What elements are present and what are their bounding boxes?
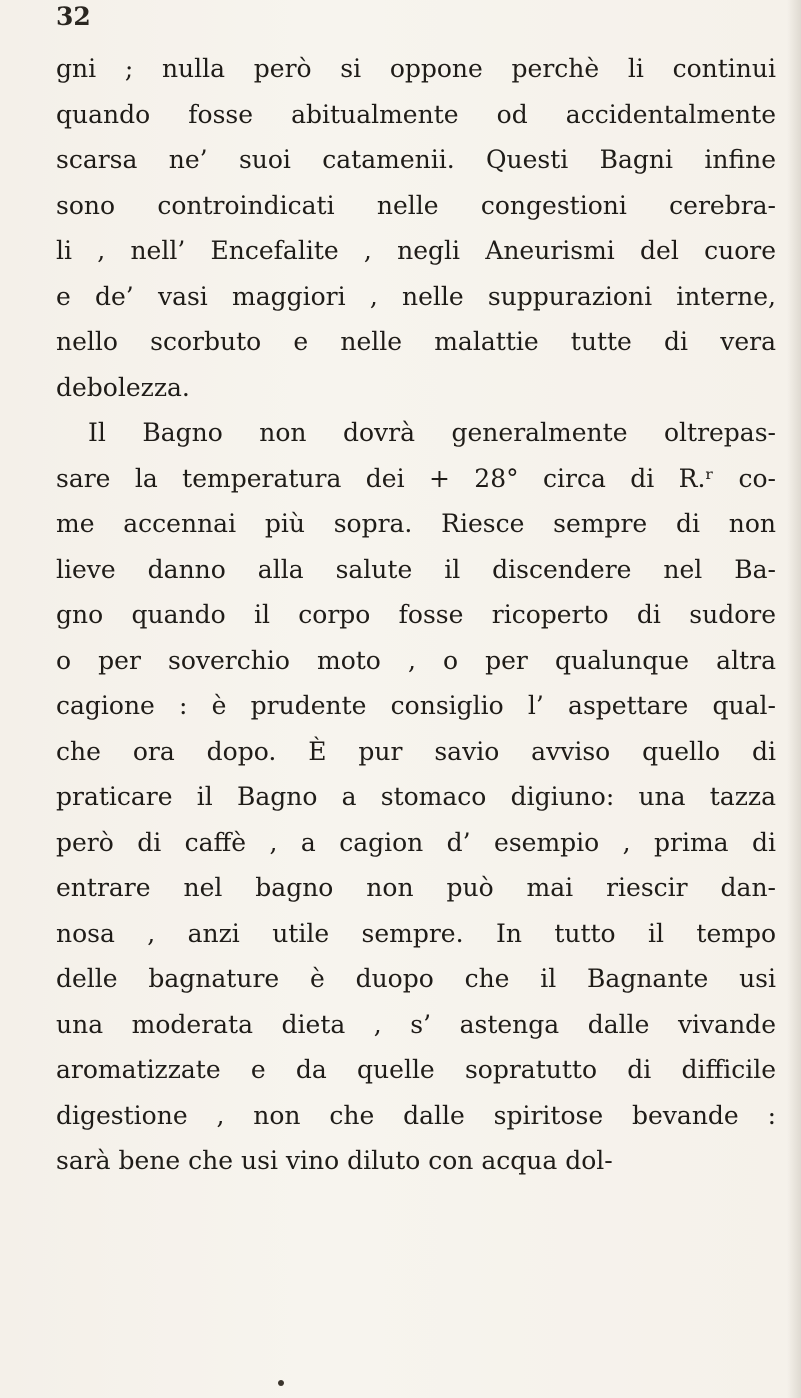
text-line: lieve danno alla salute il discendere nel Ba- xyxy=(56,554,776,584)
text-line: debolezza. xyxy=(56,372,190,402)
text-line: me accennai più sopra. Riesce sempre di non xyxy=(56,509,776,538)
text-line: gno quando il corpo fosse ricoperto di sudore xyxy=(56,600,776,629)
text-line: nello scorbuto e nelle malattie tutte di vera xyxy=(56,327,776,356)
text-line: sarà bene che usi vino diluto con acqua dol- xyxy=(56,1146,613,1175)
text-line: una moderata dieta , s’ astenga dalle vivande xyxy=(56,1009,776,1039)
text-line: aromatizzate e da quelle sopratutto di difficile xyxy=(56,1055,776,1084)
text-line: delle bagnature è duopo che il Bagnante usi xyxy=(56,964,776,993)
text-line: e de’ vasi maggiori , nelle suppurazioni interne, xyxy=(56,281,776,311)
text-line: sono controindicati nelle congestioni cerebra- xyxy=(56,190,776,220)
ink-speck xyxy=(278,1380,284,1386)
text-line: sare la temperatura dei + 28° circa di R.ʳ co- xyxy=(56,463,776,493)
text-line: cagione : è prudente consiglio l’ aspettare qual- xyxy=(56,691,776,720)
page-edge-shadow xyxy=(787,0,801,1398)
text-line: che ora dopo. È pur savio avviso quello di xyxy=(56,736,776,766)
text-line: quando fosse abitualmente od accidentalmente xyxy=(56,99,776,129)
body-text xyxy=(56,46,776,1184)
text-line: gni ; nulla però si oppone perchè li continui xyxy=(56,54,776,83)
text-line: entrare nel bagno non può mai riescir dan- xyxy=(56,873,776,902)
text-line-paragraph-start: Il Bagno non dovrà generalmente oltrepas- xyxy=(88,418,776,447)
text-line: però di caffè , a cagion d’ esempio , prima di xyxy=(56,827,776,857)
text-line: digestione , non che dalle spiritose bevande : xyxy=(56,1100,776,1130)
page-number: 32 xyxy=(56,2,91,31)
text-line: nosa , anzi utile sempre. In tutto il tempo xyxy=(56,918,776,948)
text-line: praticare il Bagno a stomaco digiuno: una tazza xyxy=(56,782,776,811)
text-line: li , nell’ Encefalite , negli Aneurismi del cuore xyxy=(56,236,776,265)
text-line: o per soverchio moto , o per qualunque altra xyxy=(56,645,776,675)
text-line: scarsa ne’ suoi catamenii. Questi Bagni infine xyxy=(56,145,776,174)
